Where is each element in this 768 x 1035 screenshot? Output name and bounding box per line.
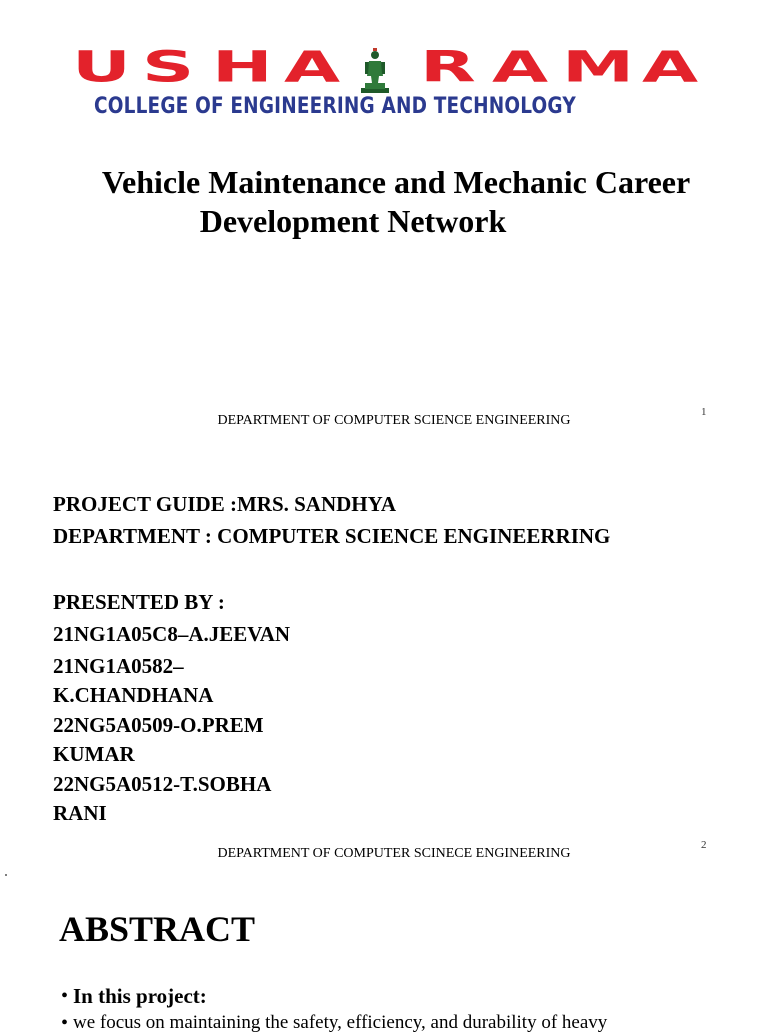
logo-letter: M [562, 41, 635, 92]
presented-by-label: PRESENTED BY : [53, 590, 225, 614]
abstract-heading: ABSTRACT [59, 909, 256, 949]
department-line: DEPARTMENT : COMPUTER SCIENCE ENGINEERRING [53, 524, 611, 548]
college-logo-subtitle: COLLEGE OF ENGINEERING AND TECHNOLOGY [94, 93, 576, 119]
logo-letter: R [420, 41, 476, 92]
project-guide: PROJECT GUIDE :MRS. SANDHYA [53, 492, 397, 516]
team-member: 22NG5A0512-T.SOBHA RANI [53, 772, 271, 825]
logo-letter: A [642, 41, 699, 92]
slide-2-page-number: 2 [701, 839, 707, 851]
logo-letter: A [284, 41, 341, 92]
logo-letter: S [142, 41, 195, 92]
abstract-bullet-text: we focus on maintaining the safety, efficiency, and durability of heavy [73, 1012, 608, 1033]
bullet-icon: • [61, 1012, 69, 1034]
project-title [0, 163, 768, 241]
slide-1-footer: DEPARTMENT OF COMPUTER SCIENCE ENGINEERING [217, 413, 571, 428]
bullet-icon: • [61, 985, 69, 1007]
abstract-bullet [61, 982, 207, 1010]
project-title-line-1: Vehicle Maintenance and Mechanic Career [101, 164, 691, 200]
team-member: 22NG5A0509-O.PREM KUMAR [53, 713, 264, 766]
logo-letter: U [72, 41, 131, 92]
slide-2-footer: DEPARTMENT OF COMPUTER SCINECE ENGINEERING [217, 846, 571, 861]
abstract-bullet-text: In this project: [73, 984, 207, 1008]
team-member: 21NG1A05C8–A.JEEVAN [53, 622, 291, 646]
slide-1-page-number: 1 [701, 406, 707, 418]
stray-mark [5, 874, 7, 876]
project-title-line-2: Development Network [199, 203, 507, 239]
team-member: 21NG1A0582– K.CHANDHANA [53, 654, 214, 707]
logo-letter: H [212, 41, 273, 92]
college-logo-title [72, 41, 700, 94]
farmer-statue-icon [359, 48, 391, 94]
logo-letter: A [492, 41, 549, 92]
abstract-bullet [61, 1011, 607, 1035]
